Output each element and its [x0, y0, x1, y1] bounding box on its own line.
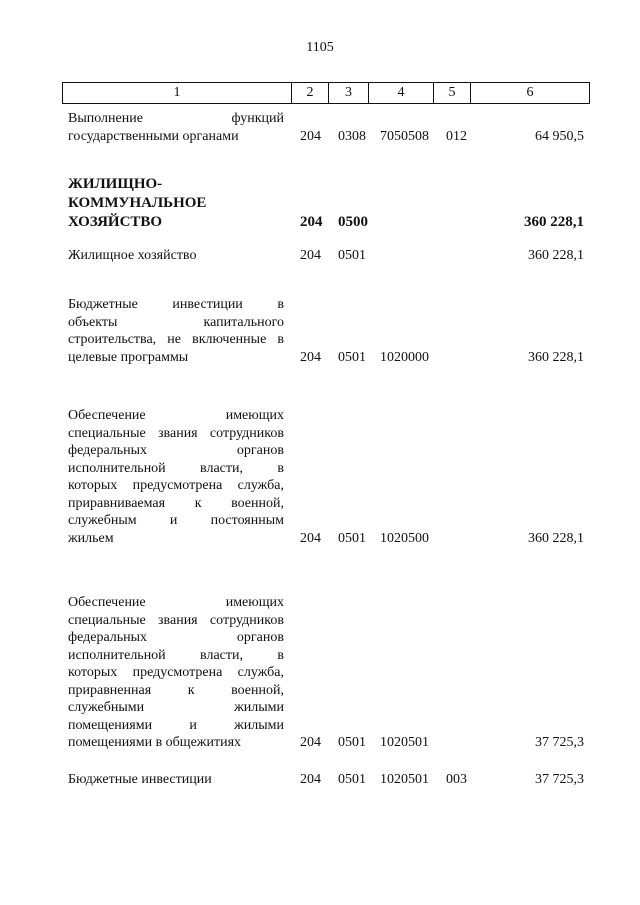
description-line: федеральных органов: [68, 443, 284, 458]
col-2-value: 204: [300, 128, 321, 144]
description-line: помещениями и жилыми: [68, 717, 284, 733]
row-description: [68, 110, 284, 145]
row-description: [68, 247, 284, 265]
col-6-value: 360 228,1: [528, 530, 584, 546]
description-line: КОММУНАЛЬНОЕ: [68, 195, 207, 211]
header-col-5: 5: [434, 83, 471, 103]
header-col-3: 3: [329, 83, 369, 103]
row-description: [68, 771, 284, 789]
description-line: исполнительной власти, в: [68, 460, 284, 476]
description-line: специальные звания сотрудников: [68, 612, 284, 628]
col-6-value: 360 228,1: [524, 214, 584, 230]
row-description: [68, 175, 284, 232]
description-line: Жилищное хозяйство: [68, 248, 197, 263]
description-line: которых предусмотрена служба,: [68, 478, 284, 493]
col-4-value: 1020501: [380, 772, 429, 787]
description-line: федеральных органов: [68, 630, 284, 645]
col-6-value: 360 228,1: [528, 248, 584, 263]
col-3-value: 0501: [338, 735, 366, 750]
header-col-2: 2: [292, 83, 329, 103]
col-6-value: 37 725,3: [535, 772, 584, 787]
row-description: [68, 407, 284, 547]
description-line: объекты капитального: [68, 314, 284, 330]
col-2-value: 204: [300, 248, 321, 263]
col-6-value: 37 725,3: [535, 735, 584, 750]
description-line: Бюджетные инвестиции: [68, 772, 212, 787]
col-2-value: 204: [300, 530, 321, 546]
description-line: ЖИЛИЩНО-: [68, 176, 163, 192]
col-3-value: 0500: [338, 214, 368, 230]
description-line: целевые программы: [68, 349, 189, 365]
col-3-value: 0501: [338, 530, 366, 546]
col-4-value: 1020500: [380, 530, 429, 546]
table-header: [62, 82, 590, 104]
description-line: государственными органами: [68, 128, 239, 144]
col-2-value: 204: [300, 772, 321, 787]
description-line: исполнительной власти, в: [68, 647, 284, 663]
description-line: которых предусмотрена служба,: [68, 665, 284, 680]
col-4-value: 7050508: [380, 128, 429, 144]
description-line: Обеспечение имеющих: [68, 408, 284, 423]
col-2-value: 204: [300, 735, 321, 750]
col-3-value: 0501: [338, 772, 366, 787]
header-col-4: 4: [369, 83, 434, 103]
header-col-1: 1: [63, 83, 292, 103]
description-line: служебными жилыми: [68, 700, 284, 715]
col-6-value: 64 950,5: [535, 128, 584, 144]
col-4-value: 1020000: [380, 349, 429, 365]
description-line: помещениями в общежитиях: [68, 735, 242, 750]
description-line: служебным и постоянным: [68, 513, 284, 528]
col-5-value: 003: [446, 772, 467, 787]
col-3-value: 0501: [338, 349, 366, 365]
col-5-value: 012: [446, 128, 467, 144]
col-3-value: 0501: [338, 248, 366, 263]
header-col-6: 6: [526, 85, 534, 100]
description-line: жильем: [68, 530, 114, 546]
row-description: [68, 594, 284, 752]
col-4-value: 1020501: [380, 735, 429, 750]
col-6-value: 360 228,1: [528, 349, 584, 365]
description-line: Выполнение функций: [68, 111, 284, 126]
col-2-value: 204: [300, 214, 323, 230]
col-3-value: 0308: [338, 128, 366, 144]
description-line: ХОЗЯЙСТВО: [68, 214, 163, 230]
col-2-value: 204: [300, 349, 321, 365]
description-line: строительства, не включенные в: [68, 332, 284, 347]
description-line: специальные звания сотрудников: [68, 425, 284, 441]
description-line: приравненная к военной,: [68, 682, 284, 698]
description-line: Обеспечение имеющих: [68, 595, 284, 610]
page-number: 1105: [306, 40, 334, 55]
description-line: приравниваемая к военной,: [68, 495, 284, 511]
description-line: Бюджетные инвестиции в: [68, 297, 284, 312]
row-description: [68, 296, 284, 366]
